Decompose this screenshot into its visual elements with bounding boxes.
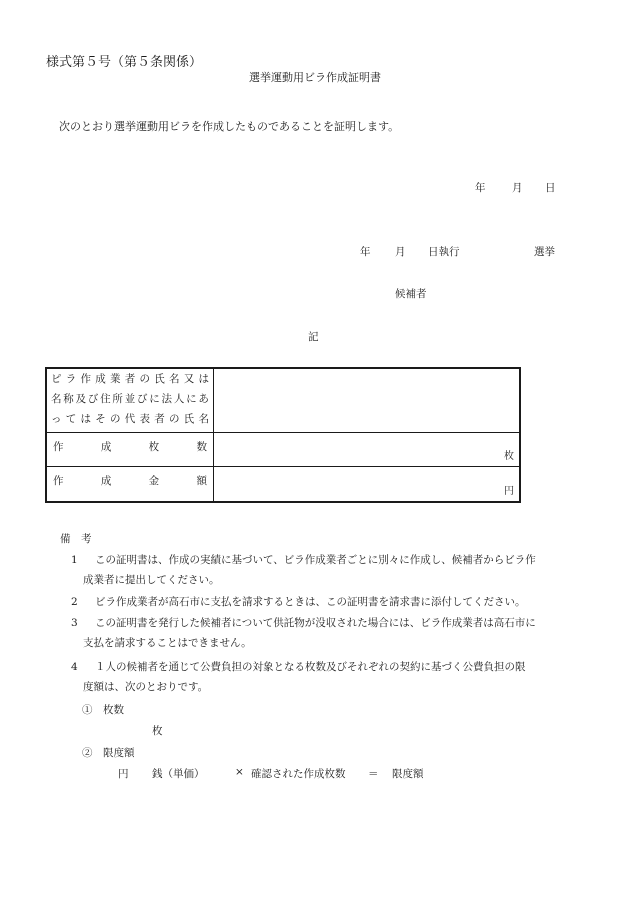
vendor-label-char: 名 (198, 413, 209, 425)
vendor-label-char: び (136, 393, 148, 405)
date-year-label: 年 (475, 182, 486, 194)
vendor-label-char: 名 (169, 373, 180, 385)
count-label-char: 成 (100, 440, 112, 453)
vendor-label-char: の (110, 413, 121, 425)
vendor-label-char: っ (51, 413, 62, 425)
vendor-label-char: に (149, 393, 160, 405)
date-month-label: 月 (512, 182, 523, 194)
remark-number: 4 (71, 661, 78, 673)
vendor-label-char: び (87, 393, 99, 405)
amount-label-char: 作 (53, 474, 64, 487)
vendor-label-char: 称 (63, 393, 74, 405)
amount-unit: 円 (504, 486, 514, 497)
vendor-label-char: 代 (124, 413, 136, 425)
formula-sen-unit-price: 銭（単価） (152, 768, 205, 780)
vendor-label-char: の (139, 373, 150, 385)
vendor-label-char: に (186, 393, 197, 405)
formula-yen: 円 (118, 768, 129, 780)
election-year-label: 年 (360, 246, 371, 258)
formula-confirmed-count: 確認された作成枚数 (251, 768, 346, 780)
vendor-label (46, 368, 214, 432)
remark-line: １人の候補者を通じて公費負担の対象となる枚数及びそれぞれの契約に基づく公費負担の限 (95, 661, 526, 673)
amount-label (46, 466, 214, 502)
vendor-label-char: 表 (139, 413, 150, 425)
vendor-label-char: 住 (100, 393, 111, 405)
table-row-vendor (46, 368, 520, 432)
sub-item-limit-label: ② 限度額 (82, 747, 135, 759)
vendor-label-char: は (80, 413, 91, 425)
amount-value-cell[interactable] (214, 466, 521, 502)
vendor-label-line-3 (47, 409, 213, 429)
amount-label-char: 成 (100, 474, 112, 487)
amount-label-char: 額 (196, 474, 207, 487)
candidate-label: 候補者 (395, 288, 427, 300)
vendor-label-char: 並 (124, 393, 136, 405)
vendor-label-char: 名 (51, 393, 62, 405)
vendor-label-char: 氏 (183, 413, 195, 425)
remark-note-2 (71, 592, 591, 612)
remark-line: この証明書は、作成の実績に基づいて、ビラ作成業者ごとに別々に作成し、候補者からビラ作 (95, 554, 536, 566)
election-month-label: 月 (395, 246, 406, 258)
vendor-value-cell[interactable] (214, 368, 521, 432)
remark-line: この証明書を発行した候補者について供託物が没収された場合には、ビラ作成業者は高石市に (95, 617, 536, 629)
vendor-label-char: の (169, 413, 180, 425)
count-unit: 枚 (504, 450, 514, 462)
remark-line: 度額は、次のとおりです。 (83, 681, 209, 693)
amount-label-char: 金 (148, 474, 160, 487)
remark-line: 支払を請求することはできません。 (83, 637, 252, 649)
vendor-label-char: 者 (154, 413, 165, 425)
remark-line: 成業者に提出してください。 (83, 574, 220, 586)
count-label-char: 作 (53, 440, 64, 453)
remark-note-4 (71, 657, 591, 697)
vendor-label-line-2 (47, 389, 213, 409)
sub-item-count-label: ① 枚数 (82, 704, 124, 716)
remark-note-1 (71, 550, 591, 590)
ki-label: 記 (308, 331, 319, 343)
vendor-label-char: 及 (75, 393, 87, 405)
table-row-count (46, 432, 520, 466)
vendor-label-char: 者 (124, 373, 136, 385)
vendor-label-char: て (65, 413, 77, 425)
vendor-label-char: 所 (112, 393, 123, 405)
sub-item-count-unit: 枚 (152, 725, 163, 737)
vendor-label-char: は (198, 373, 209, 385)
vendor-label-char: 人 (173, 393, 185, 405)
remark-number: 3 (71, 617, 78, 629)
date-day-label: 日 (545, 182, 556, 194)
vendor-label-char: あ (198, 393, 209, 405)
formula-limit: 限度額 (392, 768, 424, 780)
election-label: 選挙 (534, 246, 555, 258)
count-label-char: 枚 (148, 440, 160, 453)
intro-text: 次のとおり選挙運動用ビラを作成したものであることを証明します。 (59, 120, 400, 133)
vendor-label-char: 氏 (154, 373, 165, 385)
vendor-label-char: ピ (51, 373, 62, 385)
vendor-label-char: 又 (183, 373, 195, 385)
vendor-label-line-1 (47, 369, 213, 389)
count-label (46, 432, 214, 466)
vendor-label-char: 作 (80, 373, 91, 385)
form-number: 様式第５号（第５条関係） (46, 55, 203, 70)
vendor-label-char: 成 (95, 373, 106, 385)
certificate-table (45, 367, 521, 503)
formula-times: × (235, 766, 244, 778)
vendor-label-char: 業 (110, 373, 121, 385)
vendor-label-char: ラ (65, 373, 77, 385)
election-executed-label: 日執行 (428, 246, 460, 258)
count-label-char: 数 (196, 440, 207, 453)
remark-number: 1 (71, 554, 78, 566)
table-row-amount (46, 466, 520, 502)
remark-note-3 (71, 613, 591, 653)
remark-number: 2 (71, 596, 78, 608)
remarks-heading: 備 考 (60, 533, 92, 545)
vendor-label-char: そ (95, 413, 106, 425)
count-value-cell[interactable] (214, 432, 521, 466)
vendor-label-char: 法 (161, 393, 173, 405)
formula-equals: ＝ (368, 768, 379, 780)
remark-line: ビラ作成業者が高石市に支払を請求するときは、この証明書を請求書に添付してください。 (95, 596, 526, 608)
document-title: 選挙運動用ビラ作成証明書 (249, 71, 381, 84)
